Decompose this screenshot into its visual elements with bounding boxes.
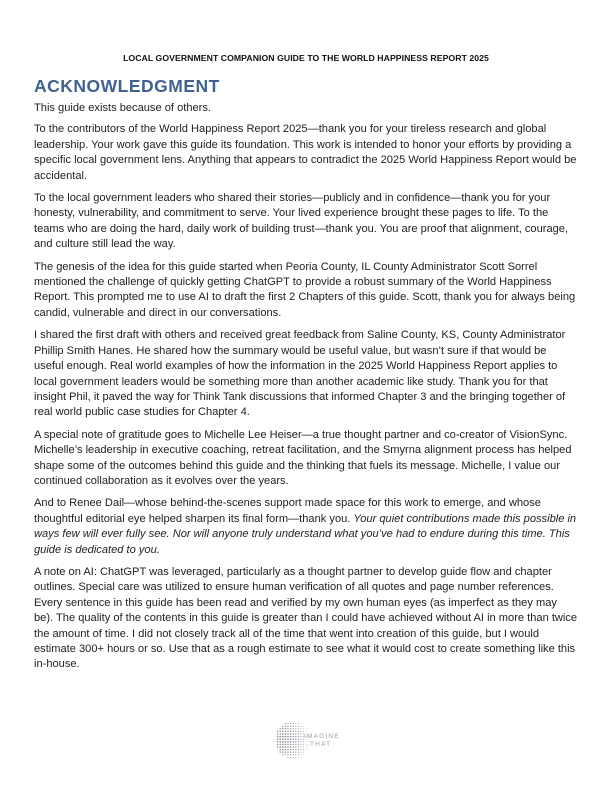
- globe-dot: [287, 728, 288, 729]
- globe-dot: [292, 741, 293, 742]
- globe-dot: [295, 746, 296, 747]
- globe-dot: [292, 746, 293, 747]
- globe-dot: [306, 752, 307, 753]
- globe-dot: [290, 738, 292, 740]
- globe-dot: [287, 744, 289, 746]
- globe-dot: [280, 752, 281, 753]
- globe-dot: [282, 736, 284, 738]
- globe-dot: [282, 728, 283, 729]
- globe-dot: [301, 757, 302, 758]
- globe-dot: [301, 723, 302, 724]
- globe-dot: [285, 738, 287, 740]
- globe-dot: [282, 741, 284, 743]
- dedication-italic-text: Your quiet contributions made this possible in ways few will ever fully see. Nor will anyone truly understand what you’ve had to endure during this time. This guide is dedicated to you.: [34, 512, 577, 556]
- globe-dot: [282, 738, 284, 740]
- globe-dot: [298, 723, 299, 724]
- globe-dot: [295, 752, 296, 753]
- globe-dot: [282, 746, 284, 748]
- globe-dot: [290, 746, 292, 748]
- logo-line-2: THAT: [310, 741, 332, 748]
- paragraph-gratitude: A special note of gratitude goes to Michelle Lee Heiser—a true thought partner and co-creator of VisionSync. Michelle’s leadership in executive coaching, retreat facilitation, and the Smyrna alignment process has helped shape some of the outcomes behind this guide and the thinking that fuels its message. Michelle, I value our continued collaboration as it evolves over the years.: [34, 428, 572, 487]
- paragraph-local-leaders: To the local government leaders who shared their stories—publicly and in confidence—thank you for your honesty, vulnerability, and commitment to serve. Your lived experience brought these pages to life. To the teams who are doing the hard, daily work of building trust—thank you. You are proof that alignment, courage, and culture still lead the way.: [34, 192, 569, 251]
- globe-dot: [290, 741, 292, 743]
- globe-dot: [295, 741, 296, 742]
- globe-dot: [282, 733, 284, 735]
- globe-dot: [282, 731, 284, 733]
- globe-dot: [295, 723, 296, 724]
- globe-dot: [279, 746, 281, 748]
- globe-dot: [301, 731, 302, 732]
- globe-dot: [287, 723, 288, 724]
- globe-dot: [279, 728, 280, 729]
- globe-dot: [279, 741, 281, 743]
- globe-dot: [287, 738, 289, 740]
- globe-dot: [287, 733, 289, 735]
- globe-dot: [285, 728, 287, 730]
- globe-dot: [282, 744, 284, 746]
- globe-dot: [295, 739, 296, 740]
- globe-dot: [298, 752, 299, 753]
- globe-dot: [295, 736, 296, 737]
- page-title: ACKNOWLEDGMENT: [34, 76, 220, 96]
- globe-dot: [298, 733, 299, 734]
- globe-dot: [298, 746, 299, 747]
- globe-dot: [293, 757, 294, 758]
- globe-dot: [303, 749, 304, 750]
- globe-dot: [287, 726, 288, 727]
- globe-dot: [287, 741, 289, 743]
- globe-dot: [298, 757, 299, 758]
- globe-dot: [287, 754, 288, 755]
- globe-dot: [303, 728, 304, 729]
- globe-dot: [282, 749, 284, 751]
- globe-dot: [295, 757, 296, 758]
- globe-dot: [279, 733, 281, 735]
- globe-dot: [295, 726, 296, 727]
- globe-dot: [293, 752, 294, 753]
- page-header: LOCAL GOVERNMENT COMPANION GUIDE TO THE WORLD HAPPINESS REPORT 2025: [123, 53, 489, 63]
- globe-dot: [292, 744, 293, 745]
- globe-dot: [282, 754, 283, 755]
- paragraph-genesis: The genesis of the idea for this guide started when Peoria County, IL County Administrator Scott Sorrel mentioned the challenge of quickly getting ChatGPT to provide a robust summary of the World Happiness Report. This prompted me to use AI to draft the first 2 Chapters of this guide. Scott, thank you for always being candid, vulnerable and direct in our conversations.: [34, 260, 576, 319]
- globe-dot: [298, 736, 299, 737]
- globe-dot: [285, 723, 286, 724]
- globe-dot: [279, 731, 281, 733]
- globe-dot: [306, 728, 307, 729]
- globe-dot: [292, 733, 293, 734]
- globe-dot: [309, 729, 310, 730]
- globe-dot: [298, 726, 299, 727]
- globe-dot: [290, 749, 291, 750]
- globe-dot: [290, 757, 291, 758]
- globe-dot: [290, 731, 291, 732]
- globe-dot: [287, 731, 289, 733]
- globe-dot: [279, 736, 281, 738]
- globe-dot: [292, 738, 293, 739]
- intro-paragraph: This guide exists because of others.: [34, 102, 211, 114]
- globe-dot: [298, 739, 299, 740]
- globe-dot: [300, 733, 301, 734]
- globe-dot: [298, 749, 299, 750]
- globe-dot: [277, 733, 279, 735]
- globe-dot: [293, 723, 294, 724]
- globe-dot: [298, 741, 299, 742]
- globe-dot: [285, 746, 287, 748]
- paragraph-ai-note: A note on AI: ChatGPT was leveraged, particularly as a thought partner to develop guide flow and chapter outlines. Special care was utilized to ensure human verification of all quotes and page number references. Every sentence in this guide has been read and verified by my own human eyes (as imperfect as they may be). The quality of the contents in this guide is greater than I could have achieved without AI in more than twice the amount of time. I did not closely track all of the time that went into creation of this guide, but I would estimate 300+ hours or so. Use that as a rough estimate to see what it would cost to create something like this in-house.: [34, 565, 578, 671]
- globe-dot: [300, 739, 301, 740]
- globe-dot: [295, 744, 296, 745]
- globe-dot: [285, 726, 286, 727]
- globe-dot: [285, 736, 287, 738]
- globe-dot: [287, 757, 288, 758]
- globe-dot: [298, 744, 299, 745]
- globe-dot: [300, 736, 301, 737]
- logo-wordmark: [304, 733, 340, 749]
- globe-dot: [285, 744, 287, 746]
- globe-dot: [293, 731, 294, 732]
- globe-dot: [290, 728, 291, 729]
- globe-dot: [295, 733, 296, 734]
- globe-dot: [290, 752, 291, 753]
- globe-dot: [295, 728, 296, 729]
- dedication-text: And to Renee Dail—whose behind-the-scenes support made space for this work to emerge, and whose thoughtful editorial eye helped sharpen its final form—thank you.: [34, 497, 541, 525]
- globe-dot: [293, 754, 294, 755]
- globe-dot: [301, 752, 302, 753]
- globe-dot: [295, 749, 296, 750]
- globe-dot: [295, 754, 296, 755]
- globe-dot: [285, 751, 286, 752]
- paragraph-contributors: To the contributors of the World Happiness Report 2025—thank you for your tireless research and global leadership. Your work gave this guide its foundation. This work is intended to honor your efforts by providing a specific local government lens. Anything that appears to contradict the 2025 World Happiness Report would be accidental.: [34, 123, 577, 182]
- paragraph-dedication: [34, 496, 578, 558]
- globe-dot: [306, 726, 307, 727]
- globe-dot: [295, 731, 296, 732]
- globe-dot: [306, 731, 307, 732]
- globe-dot: [290, 754, 291, 755]
- globe-dot: [300, 744, 301, 745]
- globe-dot: [303, 752, 304, 753]
- globe-dot: [285, 741, 287, 743]
- globe-dot: [290, 726, 291, 727]
- globe-dot: [279, 744, 281, 746]
- globe-dot: [298, 731, 299, 732]
- globe-dot: [285, 733, 287, 735]
- globe-dot: [303, 731, 304, 732]
- globe-dot: [285, 754, 286, 755]
- globe-dot: [277, 741, 279, 743]
- globe-dot: [287, 751, 288, 752]
- logo-line-1: IMAGINE: [304, 733, 340, 740]
- globe-dot: [300, 741, 301, 742]
- globe-dot: [285, 731, 287, 733]
- globe-dot: [290, 733, 292, 735]
- globe-dot: [290, 744, 292, 746]
- globe-dot: [301, 749, 302, 750]
- globe-dot: [279, 749, 281, 751]
- globe-dot: [309, 749, 310, 750]
- globe-dot: [300, 746, 301, 747]
- globe-dot: [292, 736, 293, 737]
- globe-dot: [309, 731, 310, 732]
- globe-dot: [287, 736, 289, 738]
- globe-dot: [303, 754, 304, 755]
- globe-dot: [306, 749, 307, 750]
- globe-dot: [287, 749, 289, 751]
- paragraph-feedback: I shared the first draft with others and received great feedback from Saline County, KS, County Administrator Phillip Smith Hanes. He shared how the summary would be useful value, but wasn’t sure if that would be useful enough. Real world examples of how the information in the 2025 World Happiness Report applies to local government leaders would be something more than another academic like study. Thank you for that insight Phil, it paved the way for Think Tank discussions that informed Chapter 3 and the bringing together of real world public case studies for Chapter 4.: [34, 329, 566, 419]
- globe-dot: [277, 731, 278, 732]
- globe-dot: [293, 749, 294, 750]
- globe-dot: [277, 738, 279, 740]
- globe-dot: [290, 736, 292, 738]
- globe-dot: [285, 749, 287, 751]
- globe-dot: [277, 744, 279, 746]
- globe-dot: [301, 728, 302, 729]
- globe-dot: [279, 738, 281, 740]
- globe-dot: [277, 746, 279, 748]
- globe-dot: [282, 751, 283, 752]
- globe-dot: [298, 728, 299, 729]
- globe-dot: [277, 736, 279, 738]
- globe-dot: [298, 754, 299, 755]
- globe-dot: [301, 754, 302, 755]
- globe-dot: [301, 726, 302, 727]
- globe-dot: [293, 728, 294, 729]
- globe-dot: [282, 726, 283, 727]
- globe-dot: [287, 746, 289, 748]
- globe-dot: [293, 726, 294, 727]
- globe-dot: [290, 723, 291, 724]
- globe-dot: [303, 726, 304, 727]
